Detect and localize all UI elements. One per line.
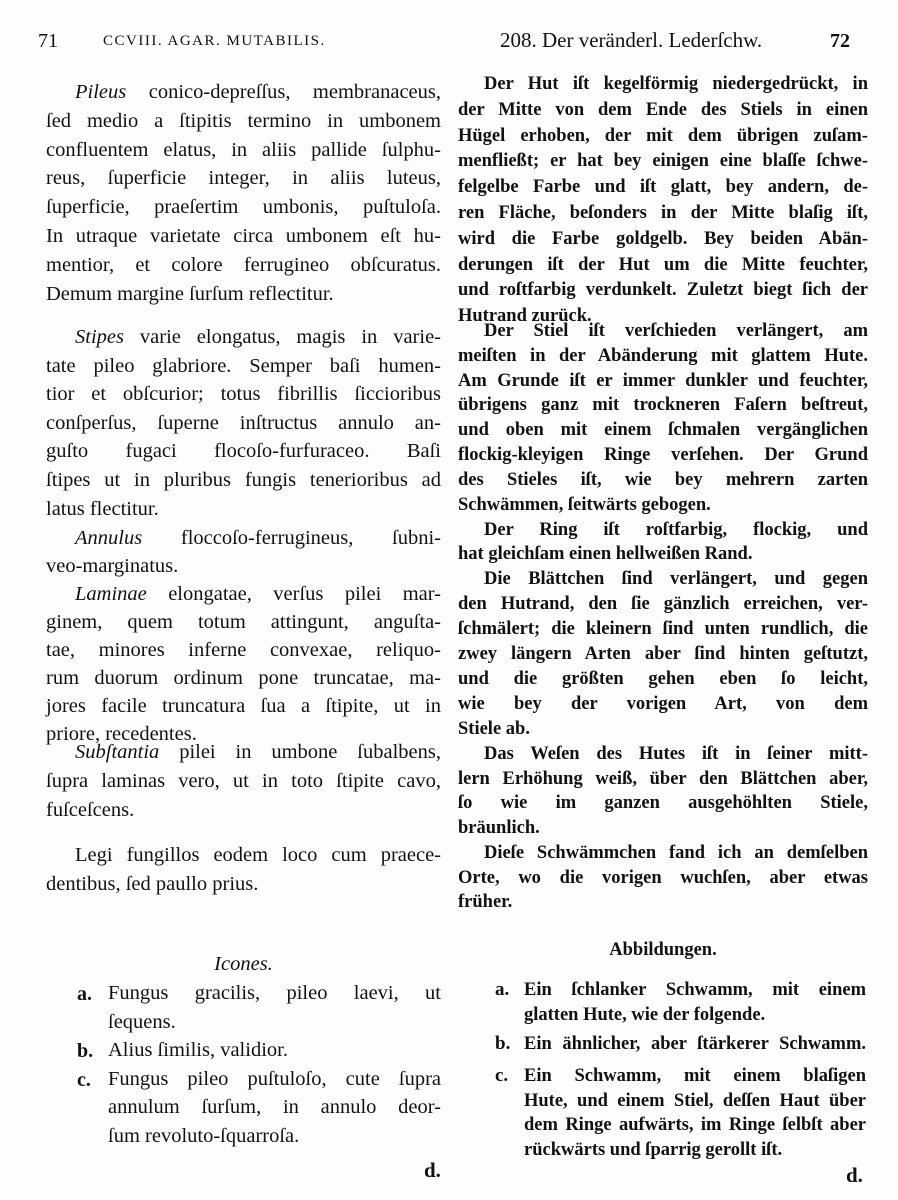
figure-label: c. (495, 1065, 509, 1086)
paragraph-line: ſtipes ut in pluribus fungis tenerioribus ad (46, 469, 441, 491)
paragraph-line: guſto fugaci flocoſo-furfuraceo. Baſi (46, 440, 441, 463)
paragraph-line: Schwämmen, ſeitwärts gebogen. (458, 494, 711, 515)
paragraph-line: tior et obſcurior; totus fibrillis ſiccioribus (46, 383, 441, 406)
paragraph-line: ſo wie im ganzen ausgehöhlten Stiele, (458, 793, 868, 813)
abbildungen-heading: Abbildungen. (609, 940, 717, 960)
paragraph-line: ginem, quem totum attingunt, anguſta- (46, 611, 441, 633)
paragraph-line: der Mitte von dem Ende des Stiels in einen (458, 99, 868, 120)
paragraph-line: rum duorum ordinum pone truncatae, ma- (46, 667, 441, 689)
paragraph-line: Das Weſen des Hutes iſt in ſeiner mitt- (484, 744, 868, 764)
paragraph-line: confluentem elatus, in aliis pallide ſulphu- (46, 138, 441, 161)
paragraph-line: latus flectitur. (46, 497, 159, 520)
paragraph-line: meiſten in der Abänderung mit glattem Hute. (458, 345, 868, 366)
paragraph-line: hat gleichſam einen hellweißen Rand. (458, 544, 753, 564)
paragraph-line: ſed medio a ſtipitis termino in umbonem (46, 109, 441, 132)
paragraph-line: und oben mit einem ſchmalen vergänglichen (458, 420, 868, 441)
paragraph-line: Pileus conico-depreſſus, membranaceus, (75, 81, 441, 103)
signature-mark: d. (424, 1158, 441, 1182)
figure-label: c. (77, 1068, 91, 1091)
paragraph-line: zwey längern Arten aber ſind hinten geſtutzt, (458, 644, 868, 664)
paragraph-line: Stipes varie elongatus, magis in varie- (75, 326, 441, 348)
paragraph-line: mentior, et colore ferrugineo obſcuratus. (46, 253, 441, 276)
right-page-number: 72 (830, 30, 850, 52)
paragraph-line: des Stieles iſt, wie bey mehrern zarten (458, 469, 868, 490)
figure-caption-line: ſequens. (108, 1010, 176, 1033)
left-running-head: CCVIII. AGAR. MUTABILIS. (103, 33, 326, 49)
figure-label: a. (77, 983, 92, 1005)
right-running-head: 208. Der veränderl. Lederſchw. (500, 28, 763, 52)
paragraph-line: wie bey der vorigen Art, von dem (458, 694, 868, 714)
paragraph-line: früher. (458, 892, 513, 912)
paragraph-line: dentibus, ſed paullo prius. (46, 873, 259, 895)
figure-caption-line: Fungus pileo puſtuloſo, cute ſupra (108, 1067, 441, 1090)
figure-caption-line: Fungus gracilis, pileo laevi, ut (108, 982, 441, 1004)
paragraph-line: und roſtfarbig verdunkelt. Zuletzt biegt ſich der (458, 280, 868, 301)
figure-label: a. (495, 979, 510, 1000)
paragraph-line: Demum margine ſurſum reflectitur. (46, 282, 334, 305)
paragraph-line: bräunlich. (458, 817, 540, 838)
figure-caption-line: Ein ähnlicher, aber ſtärkerer Schwamm. (524, 1034, 866, 1054)
figure-caption-line: glatten Hute, wie der folgende. (524, 1004, 766, 1025)
paragraph-line: wird die Farbe goldgelb. Bey beiden Abän- (458, 228, 868, 249)
paragraph-line: tate pileo glabriore. Semper baſi humen- (46, 354, 441, 377)
paragraph-line: priore, recedentes. (46, 723, 197, 745)
figure-caption-line: dem Ringe aufwärts, im Ringe ſelbſt aber (524, 1115, 866, 1135)
paragraph-line: und die größten gehen eben ſo leicht, (458, 669, 868, 689)
paragraph-line: Der Ring iſt roſtfarbig, flockig, und (484, 520, 868, 540)
figure-caption-line: rückwärts und ſparrig gerollt iſt. (524, 1139, 783, 1160)
paragraph-line: Am Grunde iſt er immer dunkler und feuchter, (458, 370, 868, 391)
paragraph-line: flockig-kleyigen Ringe verſehen. Der Grund (458, 445, 868, 465)
paragraph-line: jores facile truncatura ſua a ſtipite, ut in (46, 695, 441, 717)
figure-caption-line: Hute, und einem Stiel, deſſen Haut über (524, 1090, 866, 1111)
paragraph-line: übrigens ganz mit trockneren Faſern beſtreut, (458, 395, 868, 416)
figure-caption-line: Ein Schwamm, mit einem blaſigen (524, 1066, 866, 1086)
paragraph-line: fuſceſcens. (46, 799, 135, 821)
paragraph-line: den Hutrand, den ſie gänzlich erreichen, ver- (458, 594, 868, 614)
paragraph-line: ſchmälert; die kleinern ſind unten rundlich, die (458, 619, 868, 639)
paragraph-line: derungen iſt der Hut um die Mitte feuchter, (458, 254, 868, 275)
paragraph-line: Die Blättchen ſind verlängert, und gegen (484, 569, 868, 589)
paragraph-line: Stiele ab. (458, 719, 530, 739)
paragraph-line: ren Fläche, beſonders in der Mitte blaſig iſt, (458, 203, 868, 223)
paragraph-line: Subſtantia pilei in umbone ſubalbens, (75, 741, 441, 763)
paragraph-line: Laminae elongatae, verſus pilei mar- (75, 583, 441, 605)
signature-mark: d. (846, 1163, 863, 1187)
left-page-number: 71 (38, 30, 58, 52)
paragraph-line: Hügel erhoben, der mit dem übrigen zuſam- (458, 125, 868, 146)
icones-heading: Icones. (214, 953, 273, 975)
paragraph-line: Der Hut iſt kegelförmig niedergedrückt, in (484, 74, 868, 94)
paragraph-line: ſupra laminas vero, ut in toto ſtipite cavo, (46, 770, 441, 792)
figure-label: b. (495, 1033, 511, 1054)
paragraph-line: Annulus floccoſo-ferrugineus, ſubni- (75, 527, 441, 549)
paragraph-line: ſuperficie, praeſertim umbonis, puſtuloſa. (46, 196, 441, 219)
paragraph-line: reus, ſuperficie integer, in aliis luteus, (46, 167, 441, 190)
paragraph-line: Legi fungillos eodem loco cum praece- (75, 844, 441, 866)
paragraph-line: felgelbe Farbe und iſt glatt, bey andern, de- (458, 177, 868, 198)
figure-caption-line: ſum revoluto-ſquarroſa. (108, 1125, 300, 1147)
figure-caption-line: Ein ſchlanker Schwamm, mit einem (524, 980, 866, 1000)
paragraph-line: conſperſus, ſuperne inſtructus annulo an- (46, 411, 441, 434)
figure-label: b. (77, 1040, 94, 1063)
paragraph-line: menfließt; er hat bey einigen eine blaſſe ſchwe- (458, 151, 868, 172)
figure-caption-line: annulum ſurſum, in annulo deor- (108, 1096, 441, 1119)
paragraph-line: In utraque varietate circa umbonem eſt hu- (46, 225, 441, 247)
paragraph-line: Orte, wo die vorigen wuchſen, aber etwas (458, 867, 868, 888)
paragraph-line: Der Stiel iſt verſchieden verlängert, am (484, 321, 868, 341)
paragraph-line: tae, minores inferne convexae, reliquo- (46, 639, 441, 661)
paragraph-line: veo-marginatus. (46, 554, 179, 577)
paragraph-line: Hutrand zurück. (458, 306, 592, 327)
figure-caption-line: Alius ſimilis, validior. (108, 1039, 288, 1062)
paragraph-line: Dieſe Schwämmchen fand ich an demſelben (484, 843, 868, 863)
paragraph-line: lern Erhöhung weiß, über den Blättchen aber, (458, 768, 868, 789)
